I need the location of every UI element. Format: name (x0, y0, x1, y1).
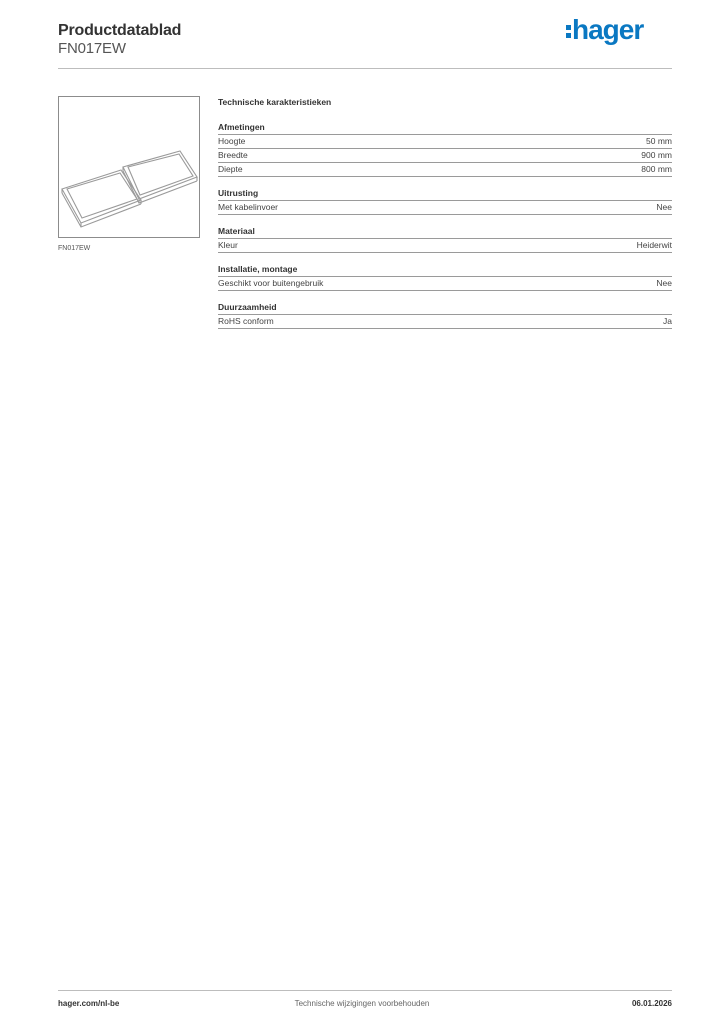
technical-specs (218, 96, 672, 339)
spec-label: RoHS conform (218, 316, 274, 326)
spec-value: Nee (656, 278, 672, 288)
logo-text: hager (572, 14, 644, 45)
product-code: FN017EW (58, 40, 126, 57)
spec-label: Met kabelinvoer (218, 202, 279, 212)
spec-group-material (218, 225, 672, 253)
spec-group-equipment (218, 187, 672, 215)
footer-divider (58, 990, 672, 991)
spec-row (218, 163, 672, 177)
spec-group-dimensions (218, 121, 672, 177)
spec-value: 50 mm (646, 136, 672, 146)
header-divider (58, 68, 672, 69)
spec-value: 800 mm (641, 164, 672, 174)
product-image (58, 96, 200, 238)
spec-label: Geschikt voor buitengebruik (218, 278, 324, 288)
spec-group-title: Materiaal (218, 225, 672, 239)
spec-value: Nee (656, 202, 672, 212)
footer-website-link[interactable]: hager.com/nl-be (58, 999, 120, 1008)
spec-value: Heiderwit (636, 240, 672, 250)
spec-value: Ja (663, 316, 672, 326)
specs-title: Technische karakteristieken (218, 97, 332, 107)
hager-logo (566, 14, 643, 46)
spec-label: Diepte (218, 164, 243, 174)
image-caption: FN017EW (58, 245, 91, 252)
spec-group-installation (218, 263, 672, 291)
spec-row (218, 149, 672, 163)
spec-row (218, 201, 672, 215)
spec-row (218, 135, 672, 149)
footer-notice: Technische wijzigingen voorbehouden (294, 999, 430, 1008)
spec-group-sustainability (218, 301, 672, 329)
spec-label: Kleur (218, 240, 238, 250)
spec-label: Hoogte (218, 136, 246, 146)
page-title: Productdatablad (58, 22, 182, 39)
spec-row (218, 277, 672, 291)
spec-label: Breedte (218, 150, 248, 160)
footer-date: 06.01.2026 (631, 999, 672, 1008)
logo-colon-icon (566, 14, 572, 42)
spec-group-title: Duurzaamheid (218, 301, 672, 315)
spec-value: 900 mm (641, 150, 672, 160)
spec-row (218, 315, 672, 329)
spec-group-title: Installatie, montage (218, 263, 672, 277)
frame-product-icon (59, 97, 199, 237)
spec-group-title: Uitrusting (218, 187, 672, 201)
spec-group-title: Afmetingen (218, 121, 672, 135)
spec-row (218, 239, 672, 253)
